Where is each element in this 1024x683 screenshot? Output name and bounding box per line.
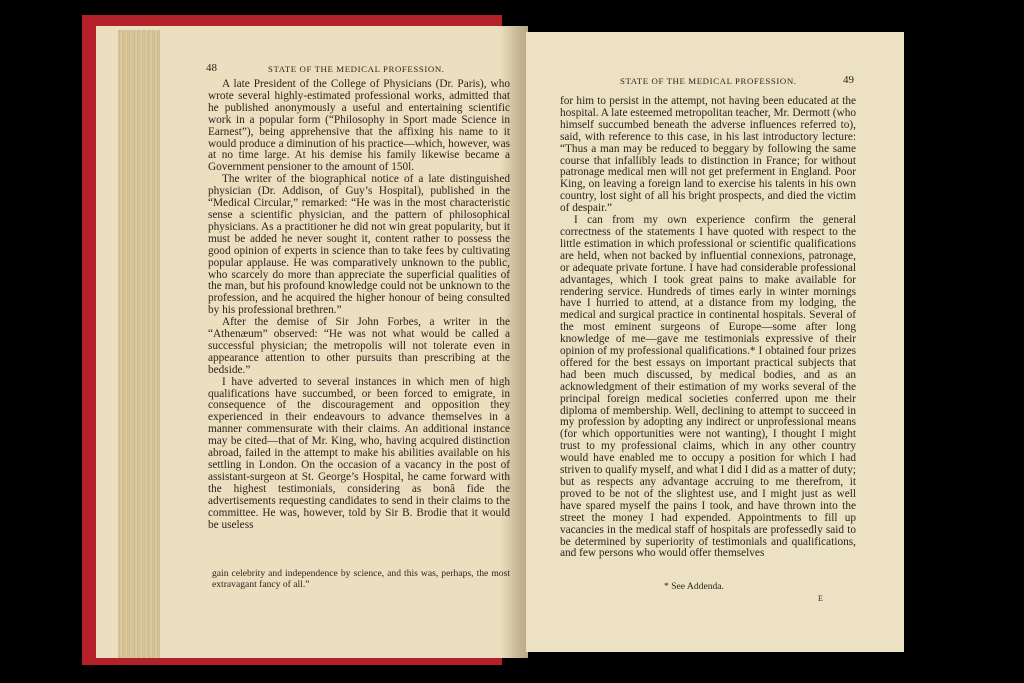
page-edges: [118, 30, 160, 658]
left-paragraph: After the demise of Sir John Forbes, a writer in the “Athenæum” observed: “He was not what would be called a successful physician; the metropolis will not tolerate even in appearance attention to other pursuits than prescribing at the bedside.”: [208, 316, 510, 376]
left-paragraph: A late President of the College of Physicians (Dr. Paris), who wrote several highly-estimated professional works, admitted that he published anonymously a useful and entertaining scientific work in a popular form (“Philosophy in Sport made Science in Earnest”), being apprehensive that the affixing his name to it would produce a diminution of his practice—which, however, was at no time large. At his demise his family likewise became a Government pensioner to the amount of 150l.: [208, 78, 510, 174]
right-footnote: * See Addenda.: [664, 581, 724, 592]
right-page-body: [560, 96, 856, 560]
left-running-head: STATE OF THE MEDICAL PROFESSION.: [268, 64, 445, 74]
right-running-head: STATE OF THE MEDICAL PROFESSION.: [620, 76, 797, 86]
right-page-number: 49: [843, 74, 854, 86]
right-paragraph: for him to persist in the attempt, not having been educated at the hospital. A late esteemed metropolitan teacher, Mr. Dermott (who himself succumbed beneath the adverse influences referred to), said, with reference to this case, in his last introductory lecture: “Thus a man may be reduced to beggary by following the same course that infallibly leads to distinction in France; for without patronage medical men will not get preferment in England. Poor King, on leaving a foreign land to exercise his talents in his own country, lost sight of all his bright prospects, and died the victim of despair.”: [560, 95, 857, 215]
left-paragraph: The writer of the biographical notice of a late distinguished physician (Dr. Addison, of Guy’s Hospital), published in the “Medical Circular,” remarked: “He was in the most characteristic sense a scientific physician, and the pattern of philosophical physicians. As a practitioner he did not win great popularity, but it must be added he never sought it, content rather to possess the good opinion of experts in science than to take fees by cultivating popular applause. He was comparatively unknown to the public, who scarcely do more than appreciate the superficial qualities of the man, but his profound knowledge could not be unknown to the profession, and he acquired the higher honour of being consulted by his professional brethren.”: [208, 173, 510, 317]
right-paragraph: I can from my own experience confirm the general correctness of the statements I have quoted with respect to the little estimation in which professional or scientific qualifications are held, when not backed by influential connexions, patronage, or adequate private fortune. I have had considerable professional advantages, which I took great pains to make available for rendering service. Hundreds of times early in winter mornings have I hurried to attend, at a distance from my lodging, the medical and surgical practice in continental hospitals. Several of the most eminent surgeons of Europe—some after long knowledge of me—gave me testimonials expressive of their opinion of my professional qualifications.* I obtained four prizes offered for the best essays on important practical subjects that had been much discussed, by medical bodies, and as an acknowledgment of their estimation of my works several of the principal foreign medical societies conferred upon me their diploma of membership. Well, declining to attempt to succeed in my profession by adopting any indirect or unprofessional means (for which opportunities were not wanting), I thought I might trust to my professional claims, which in any other country would have enabled me to occupy a position for which I had striven to qualify myself, and what I did I did as a matter of duty; but as respects any advantage accruing to me therefrom, it proved to be not of the slightest use, and I might just as well have spared myself the pains I took, and have thrown into the street the money I had expended. Appointments to fill up vacancies in the medical staff of hospitals are professedly said to be determined by superiority of testimonials and qualifications, and few persons who would offer themselves: [560, 214, 856, 560]
left-page-body: [208, 79, 510, 531]
left-paragraph: I have adverted to several instances in which men of high qualifications have succumbed, or been forced to emigrate, in consequence of the discouragement and opposition they experienced in their endeavours to advance themselves in a manner commensurate with their claims. An additional instance may be cited—that of Mr. King, who, having acquired distinction abroad, failed in the attempt to make his abilities available on his settling in London. On the occasion of a vacancy in the post of assistant-surgeon at St. George’s Hospital, he came forward with the highest testimonials, considering as bonâ fide the advertisements requesting candidates to send in their claims to the committee. He was, however, told by Sir B. Brodie that it would be useless: [208, 375, 510, 531]
left-footnote: gain celebrity and independence by science, and this was, perhaps, the most extravagant fancy of all.”: [212, 568, 510, 590]
signature-mark: E: [818, 594, 823, 603]
left-page-number: 48: [206, 62, 217, 74]
